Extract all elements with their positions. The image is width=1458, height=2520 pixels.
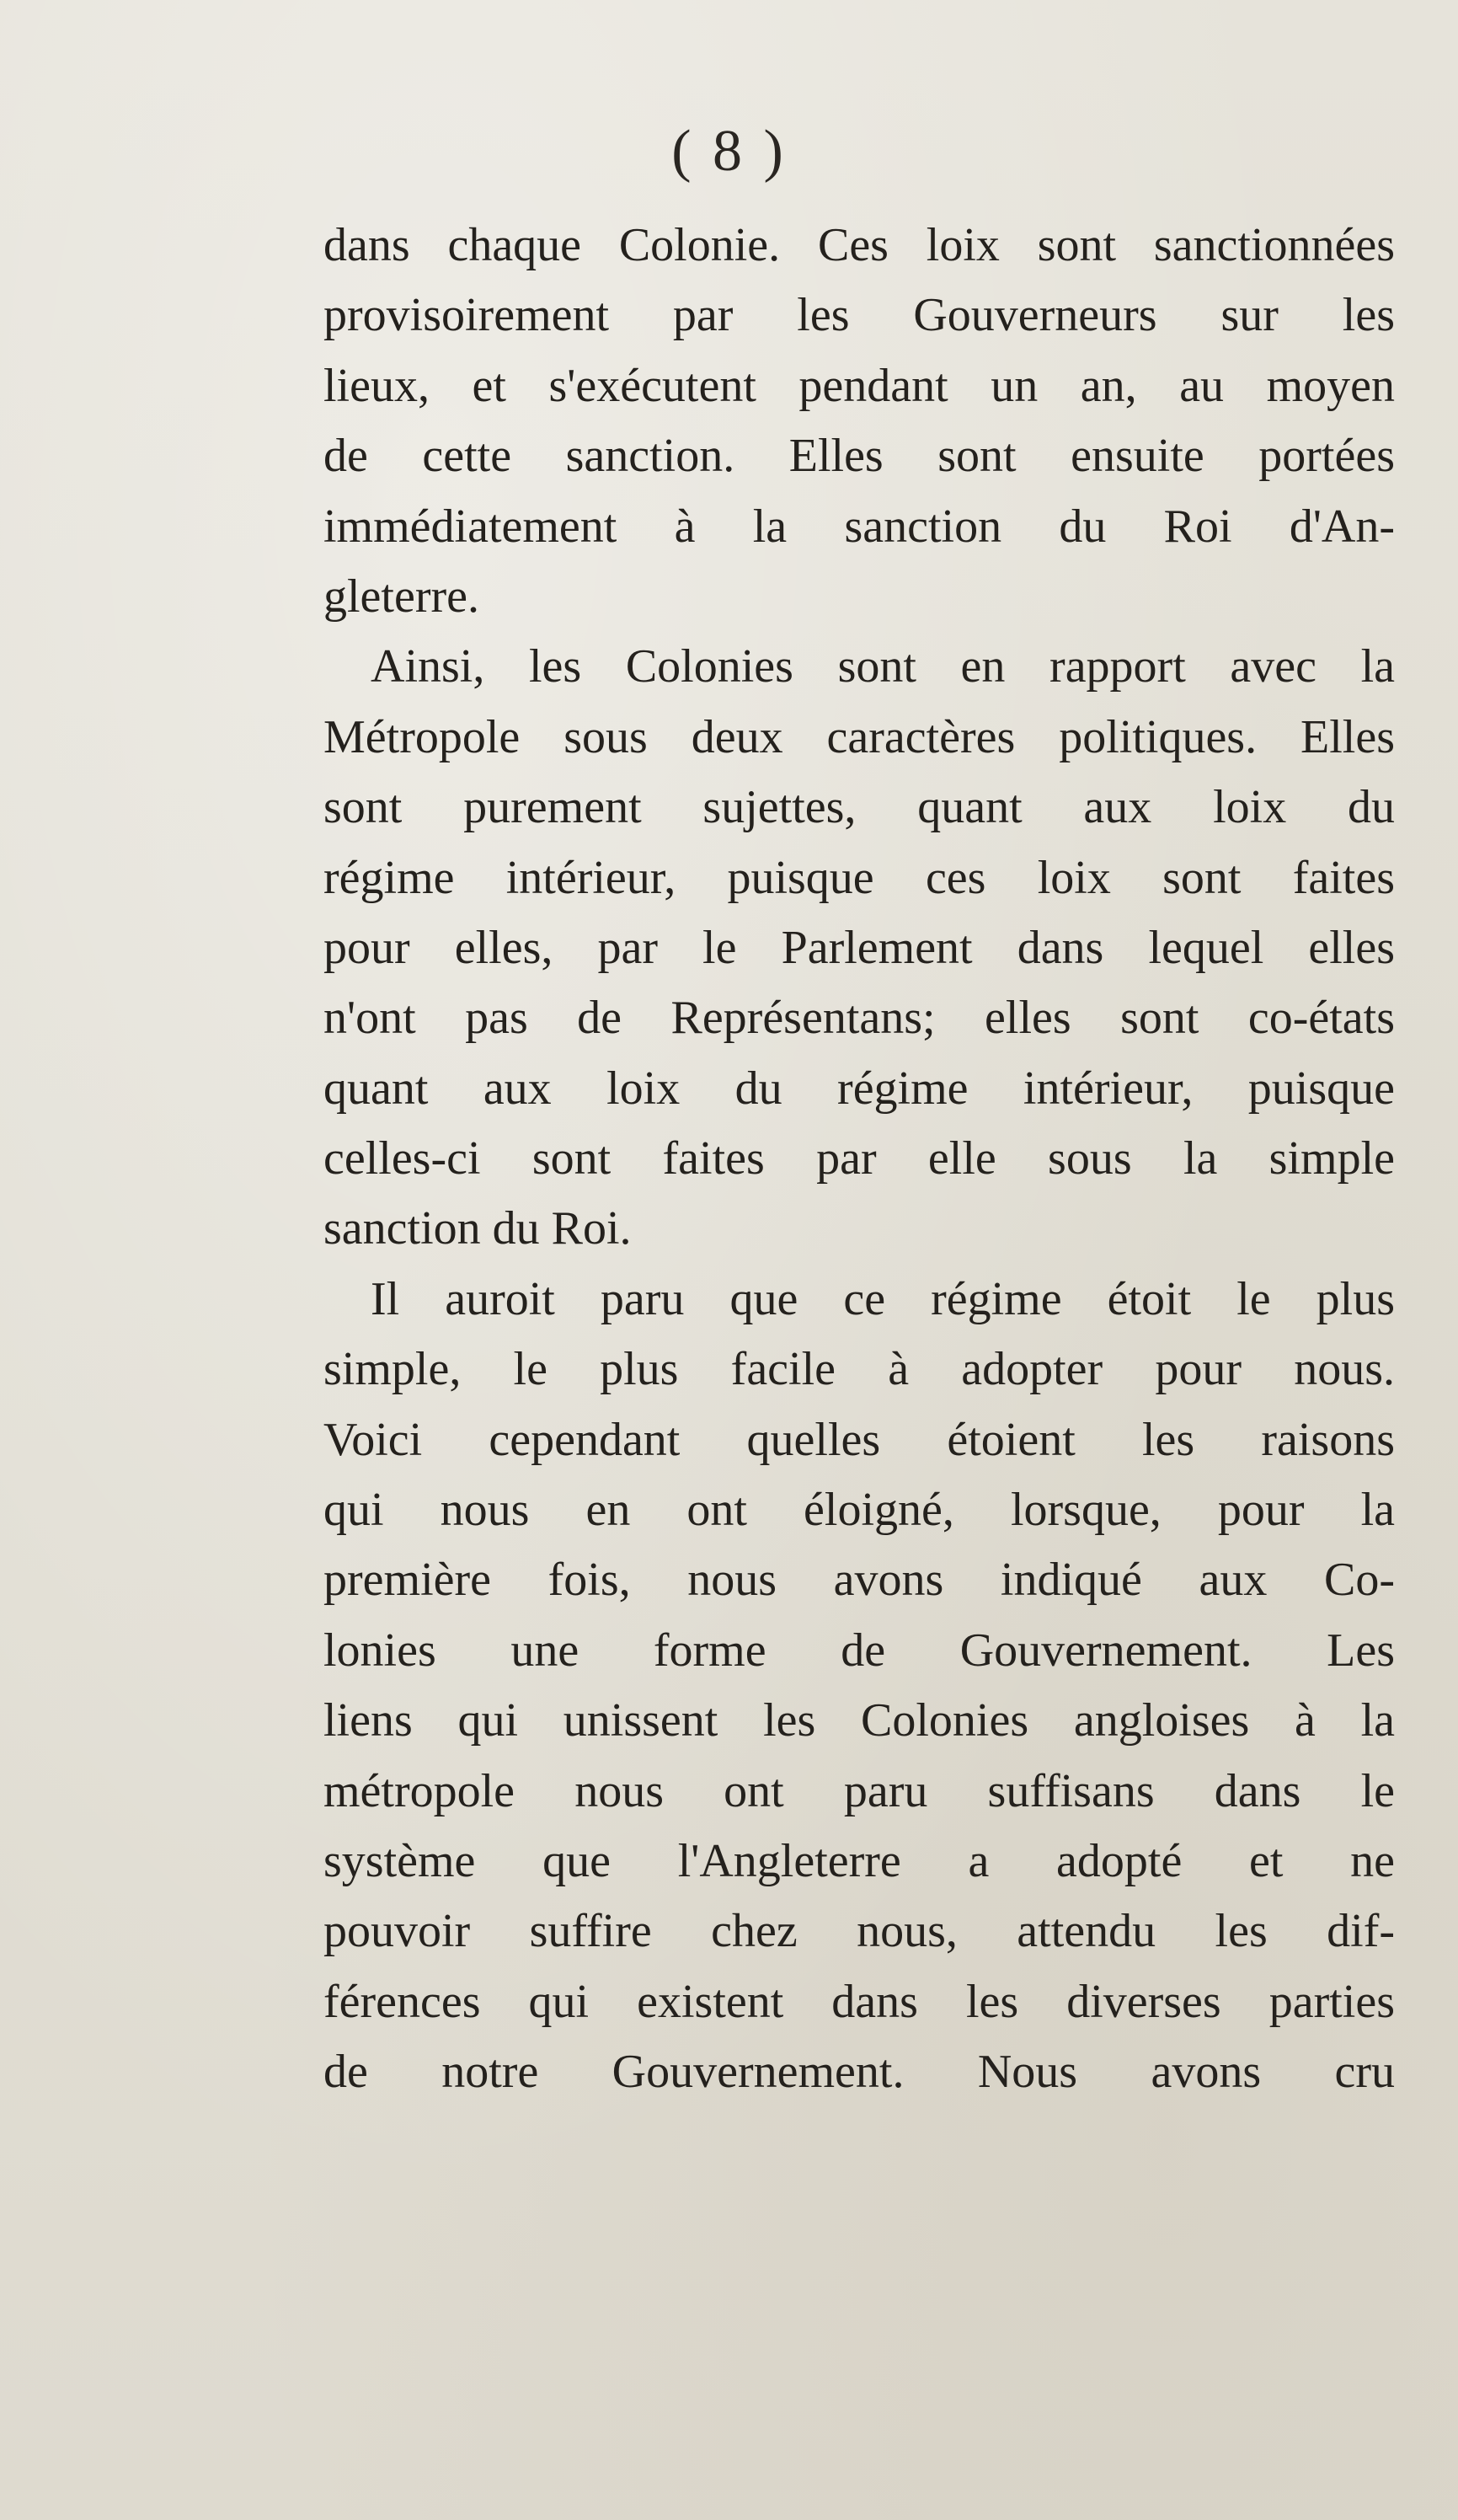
text-line: première fois, nous avons indiqué aux Co-	[323, 1554, 1395, 1607]
text-line: de notre Gouvernement. Nous avons cru	[323, 2046, 1395, 2099]
text-line: sanction du Roi.	[323, 1202, 632, 1255]
text-line: de cette sanction. Elles sont ensuite portées	[323, 430, 1395, 483]
text-line: simple, le plus facile à adopter pour nous.	[323, 1343, 1395, 1396]
text-line: provisoirement par les Gouverneurs sur les	[323, 289, 1395, 342]
text-line: Ainsi, les Colonies sont en rapport avec la	[371, 640, 1395, 693]
text-line: férences qui existent dans les diverses parties	[323, 1975, 1395, 2028]
text-line: n'ont pas de Représentans; elles sont co-états	[323, 992, 1395, 1045]
text-line: lonies une forme de Gouvernement. Les	[323, 1624, 1395, 1677]
text-line: régime intérieur, puisque ces loix sont faites	[323, 851, 1395, 904]
body-text	[323, 211, 1395, 2108]
text-line: pouvoir suffire chez nous, attendu les dif-	[323, 1905, 1395, 1958]
text-line: immédiatement à la sanction du Roi d'An-	[323, 500, 1395, 553]
text-line: celles-ci sont faites par elle sous la simple	[323, 1132, 1395, 1185]
text-line: qui nous en ont éloigné, lorsque, pour la	[323, 1484, 1395, 1537]
text-line: Voici cependant quelles étoient les raisons	[323, 1413, 1395, 1466]
text-line: sont purement sujettes, quant aux loix du	[323, 781, 1395, 834]
paragraph-3	[323, 1265, 1395, 2108]
text-line: Métropole sous deux caractères politiques. Elles	[323, 710, 1395, 763]
text-line: Il auroit paru que ce régime étoit le plus	[371, 1272, 1395, 1325]
page-number: ( 8 )	[671, 119, 787, 184]
text-line: métropole nous ont paru suffisans dans le	[323, 1764, 1395, 1817]
text-line: quant aux loix du régime intérieur, puisque	[323, 1062, 1395, 1115]
text-line: dans chaque Colonie. Ces loix sont sanctionnées	[323, 219, 1395, 271]
text-line: gleterre.	[323, 570, 479, 623]
text-line: lieux, et s'exécutent pendant un an, au moyen	[323, 359, 1395, 412]
paragraph-1	[323, 211, 1395, 632]
text-line: système que l'Angleterre a adopté et ne	[323, 1834, 1395, 1887]
text-line: liens qui unissent les Colonies angloises à la	[323, 1694, 1395, 1747]
text-line: pour elles, par le Parlement dans lequel elles	[323, 921, 1395, 974]
paragraph-2	[323, 632, 1395, 1265]
